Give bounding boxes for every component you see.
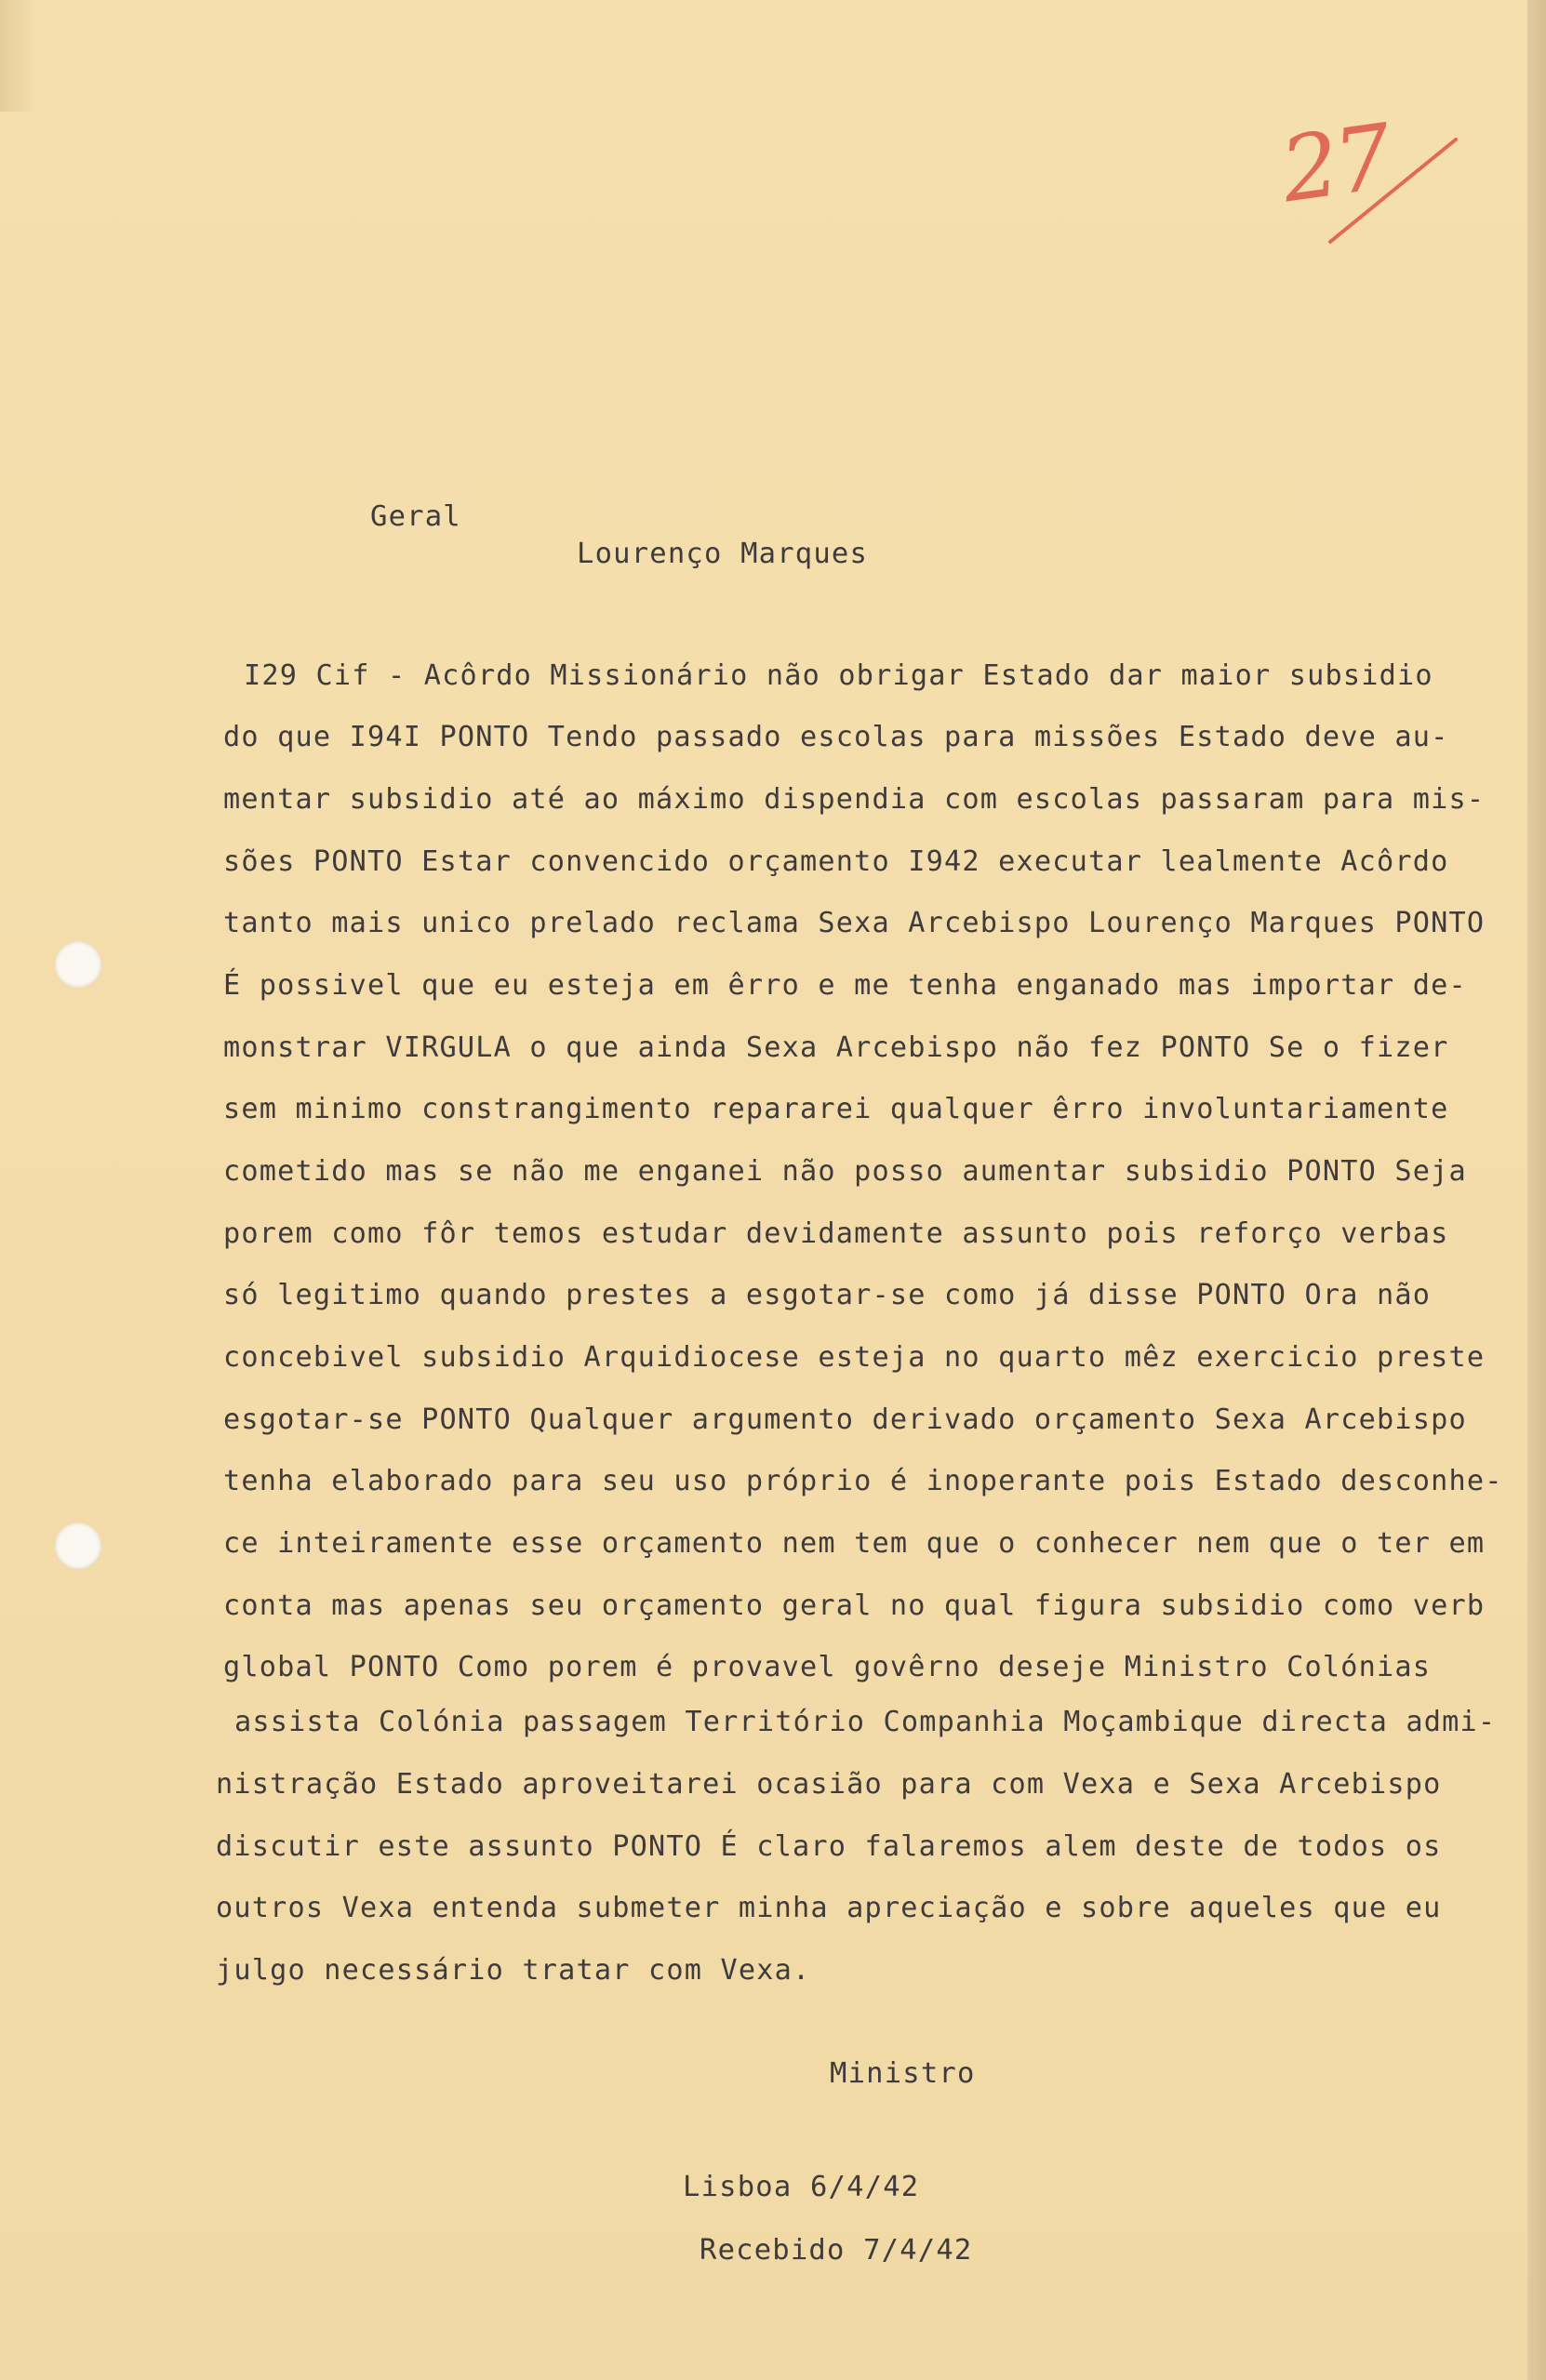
body-line: concebivel subsidio Arquidiocese esteja no quarto mêz exercicio preste <box>223 1341 1486 1374</box>
body-line: sem minimo constrangimento repararei qualquer êrro involuntariamente <box>223 1093 1449 1125</box>
body-line: assista Colónia passagem Território Companhia Moçambique directa admi- <box>234 1706 1497 1738</box>
body-line: tanto mais unico prelado reclama Sexa Arcebispo Lourenço Marques PONTO <box>223 907 1486 939</box>
body-line: conta mas apenas seu orçamento geral no qual figura subsidio como verb <box>223 1589 1486 1622</box>
body-line: tenha elaborado para seu uso próprio é inoperante pois Estado desconhe- <box>223 1465 1503 1497</box>
header-place: Lourenço Marques <box>577 538 869 570</box>
header-destination: Geral <box>370 500 461 533</box>
folio-number-mark <box>1274 104 1479 251</box>
page-edge-shadow <box>1527 0 1546 2380</box>
body-line: sões PONTO Estar convencido orçamento I942 executar lealmente Acôrdo <box>223 845 1449 878</box>
body-line: global PONTO Como porem é provavel govêrno deseje Ministro Colónias <box>223 1651 1432 1683</box>
body-line: monstrar VIRGULA o que ainda Sexa Arcebispo não fez PONTO Se o fizer <box>223 1031 1449 1064</box>
body-line: mentar subsidio até ao máximo dispendia com escolas passaram para mis- <box>223 783 1486 816</box>
body-line: outros Vexa entenda submeter minha apreciação e sobre aqueles que eu <box>216 1892 1442 1924</box>
body-line: do que I94I PONTO Tendo passado escolas para missões Estado deve au- <box>223 721 1449 753</box>
body-line: ce inteiramente esse orçamento nem tem que o conhecer nem que o ter em <box>223 1527 1486 1560</box>
body-line: I29 Cif - Acôrdo Missionário não obrigar Estado dar maior subsidio <box>244 659 1433 692</box>
body-line: porem como fôr temos estudar devidamente assunto pois reforço verbas <box>223 1217 1449 1250</box>
date-sent: Lisboa 6/4/42 <box>683 2171 920 2203</box>
body-line: discutir este assunto PONTO É claro falaremos alem deste de todos os <box>216 1830 1442 1863</box>
signature: Ministro <box>830 2057 976 2090</box>
body-line: julgo necessário tratar com Vexa. <box>216 1954 811 1987</box>
folio-slash-stroke <box>1274 112 1479 251</box>
body-line: nistração Estado aproveitarei ocasião para com Vexa e Sexa Arcebispo <box>216 1768 1442 1801</box>
body-line: É possivel que eu esteja em êrro e me tenha enganado mas importar de- <box>223 969 1467 1002</box>
punch-hole-bottom <box>55 1522 101 1569</box>
body-line: só legitimo quando prestes a esgotar-se como já disse PONTO Ora não <box>223 1279 1432 1311</box>
punch-hole-top <box>55 941 101 988</box>
folio-number: 27 <box>1274 104 1395 223</box>
body-line: esgotar-se PONTO Qualquer argumento derivado orçamento Sexa Arcebispo <box>223 1403 1467 1436</box>
body-line: cometido mas se não me enganei não posso aumentar subsidio PONTO Seja <box>223 1155 1467 1188</box>
paper-stain <box>0 0 37 112</box>
date-received: Recebido 7/4/42 <box>700 2234 973 2267</box>
